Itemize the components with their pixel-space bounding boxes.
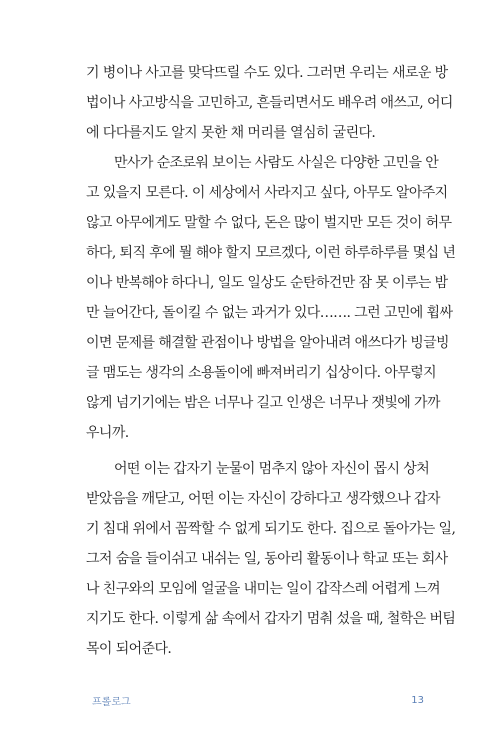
page-number: 13 bbox=[411, 694, 424, 706]
text-line: 만사가 순조로워 보이는 사람도 사실은 다양한 고민을 안 bbox=[114, 155, 439, 171]
text-line: 기 병이나 사고를 맞닥뜨릴 수도 있다. 그러면 우리는 새로운 방 bbox=[86, 65, 448, 81]
text-line: 않고 아무에게도 말할 수 없다, 돈은 많이 벌지만 모든 것이 허무 bbox=[86, 215, 452, 231]
text-line: 기 침대 위에서 꼼짝할 수 없게 되기도 한다. 집으로 돌아가는 일, bbox=[86, 521, 456, 537]
text-line: 목이 되어준다. bbox=[86, 641, 172, 657]
text-line: 법이나 사고방식을 고민하고, 흔들리면서도 배우려 애쓰고, 어디 bbox=[86, 95, 453, 111]
section-title: 프롤로그 bbox=[92, 696, 131, 708]
text-line: 우니까. bbox=[86, 425, 129, 441]
text-line: 하다, 퇴직 후에 뭘 해야 할지 모르겠다, 이런 하루하루를 몇십 년 bbox=[86, 245, 456, 261]
text-line: 글 맴도는 생각의 소용돌이에 빠져버리기 십상이다. 아무렇지 bbox=[86, 365, 437, 381]
text-line: 지기도 한다. 이렇게 삶 속에서 갑자기 멈춰 섰을 때, 철학은 버팀 bbox=[86, 611, 456, 627]
text-line: 고 있을지 모른다. 이 세상에서 사라지고 싶다, 아무도 알아주지 bbox=[86, 185, 448, 201]
body-text bbox=[86, 58, 456, 664]
text-line: 만 늘어간다, 돌이킬 수 없는 과거가 있다……. 그런 고민에 휩싸 bbox=[86, 305, 453, 321]
text-line: 이면 문제를 해결할 관점이나 방법을 알아내려 애쓰다가 빙글빙 bbox=[86, 335, 449, 351]
text-line: 에 다다를지도 알지 못한 채 머리를 열심히 굴린다. bbox=[86, 125, 376, 141]
text-line: 나 친구와의 모임에 얼굴을 내미는 일이 갑작스레 어렵게 느껴 bbox=[86, 581, 440, 597]
text-line: 어떤 이는 갑자기 눈물이 멈추지 않아 자신이 몹시 상처 bbox=[114, 461, 430, 477]
text-line: 그저 숨을 들이쉬고 내쉬는 일, 동아리 활동이나 학교 또는 회사 bbox=[86, 551, 448, 567]
text-line: 않게 넘기기에는 밤은 너무나 길고 인생은 너무나 잿빛에 가까 bbox=[86, 395, 440, 411]
text-line: 이나 반복해야 하다니, 일도 일상도 순탄하건만 잠 못 이루는 밤 bbox=[86, 275, 448, 291]
page-footer bbox=[92, 692, 424, 708]
text-line: 받았음을 깨닫고, 어떤 이는 자신이 강하다고 생각했으나 갑자 bbox=[86, 491, 440, 507]
